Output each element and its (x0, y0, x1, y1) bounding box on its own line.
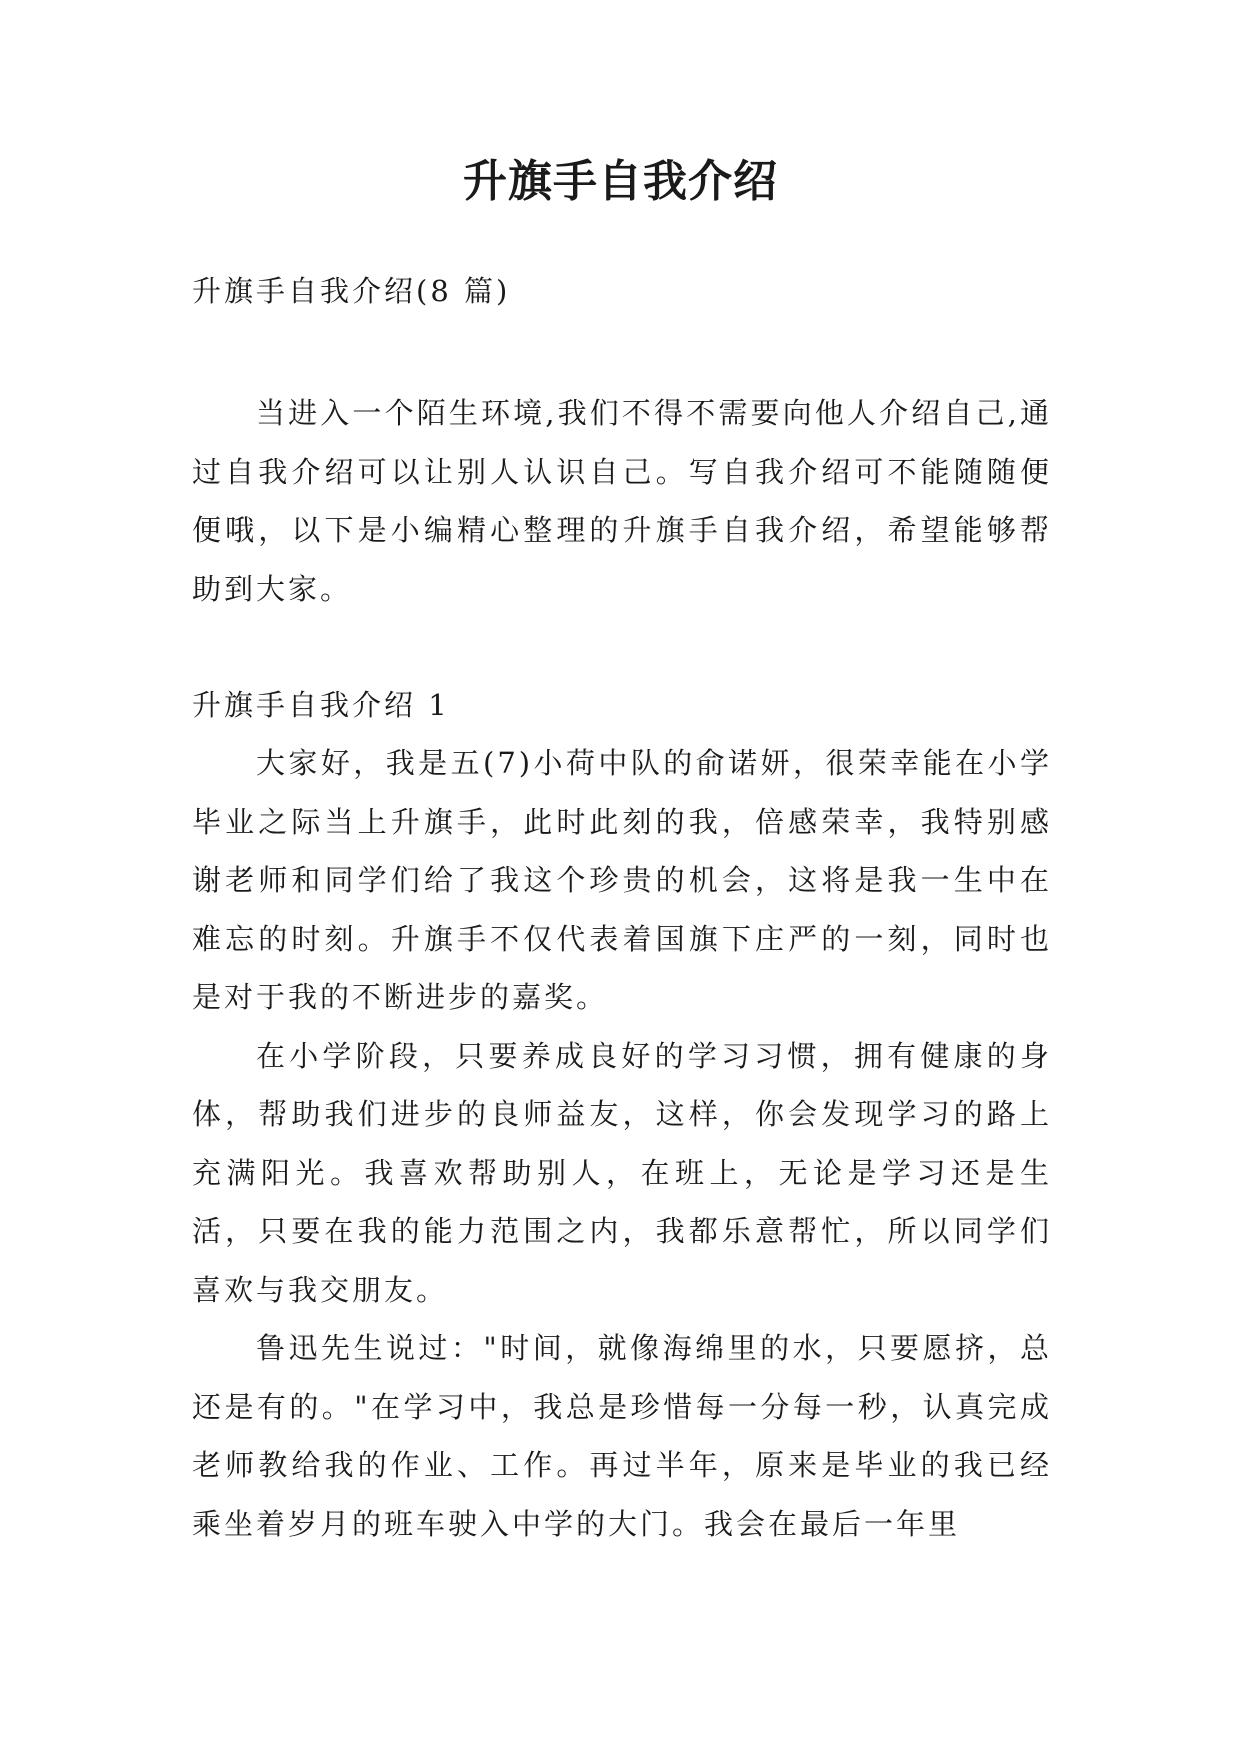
intro-paragraph: 当进入一个陌生环境,我们不得不需要向他人介绍自己,通过自我介绍可以让别人认识自己。写自我介绍可不能随随便便哦，以下是小编精心整理的升旗手自我介绍，希望能够帮助到大家。 (192, 396, 1052, 606)
body-paragraph: 鲁迅先生说过："时间，就像海绵里的水，只要愿挤，总还是有的。"在学习中，我总是珍惜每一分每一秒，认真完成老师教给我的作业、工作。再过半年，原来是毕业的我已经乘坐着岁月的班车驶入中学的大门。我会在最后一年里 (192, 1331, 1052, 1541)
section-1 (192, 676, 1052, 1553)
spacer (192, 320, 1052, 384)
document-subtitle: 升旗手自我介绍(8 篇) (192, 274, 511, 308)
document-body (192, 262, 1052, 1553)
section-heading: 升旗手自我介绍 1 (192, 688, 450, 722)
body-paragraph: 大家好，我是五(7)小荷中队的俞诺妍，很荣幸能在小学毕业之际当上升旗手，此时此刻的我，倍感荣幸，我特别感谢老师和同学们给了我这个珍贵的机会，这将是我一生中在难忘的时刻。升旗手不仅代表着国旗下庄严的一刻，同时也是对于我的不断进步的嘉奖。 (192, 746, 1052, 1014)
spacer (192, 618, 1052, 676)
document-title: 升旗手自我介绍 (463, 156, 778, 207)
body-paragraph: 在小学阶段，只要养成良好的学习习惯，拥有健康的身体，帮助我们进步的良师益友，这样，你会发现学习的路上充满阳光。我喜欢帮助别人，在班上，无论是学习还是生活，只要在我的能力范围之内，我都乐意帮忙，所以同学们喜欢与我交朋友。 (192, 1038, 1052, 1307)
